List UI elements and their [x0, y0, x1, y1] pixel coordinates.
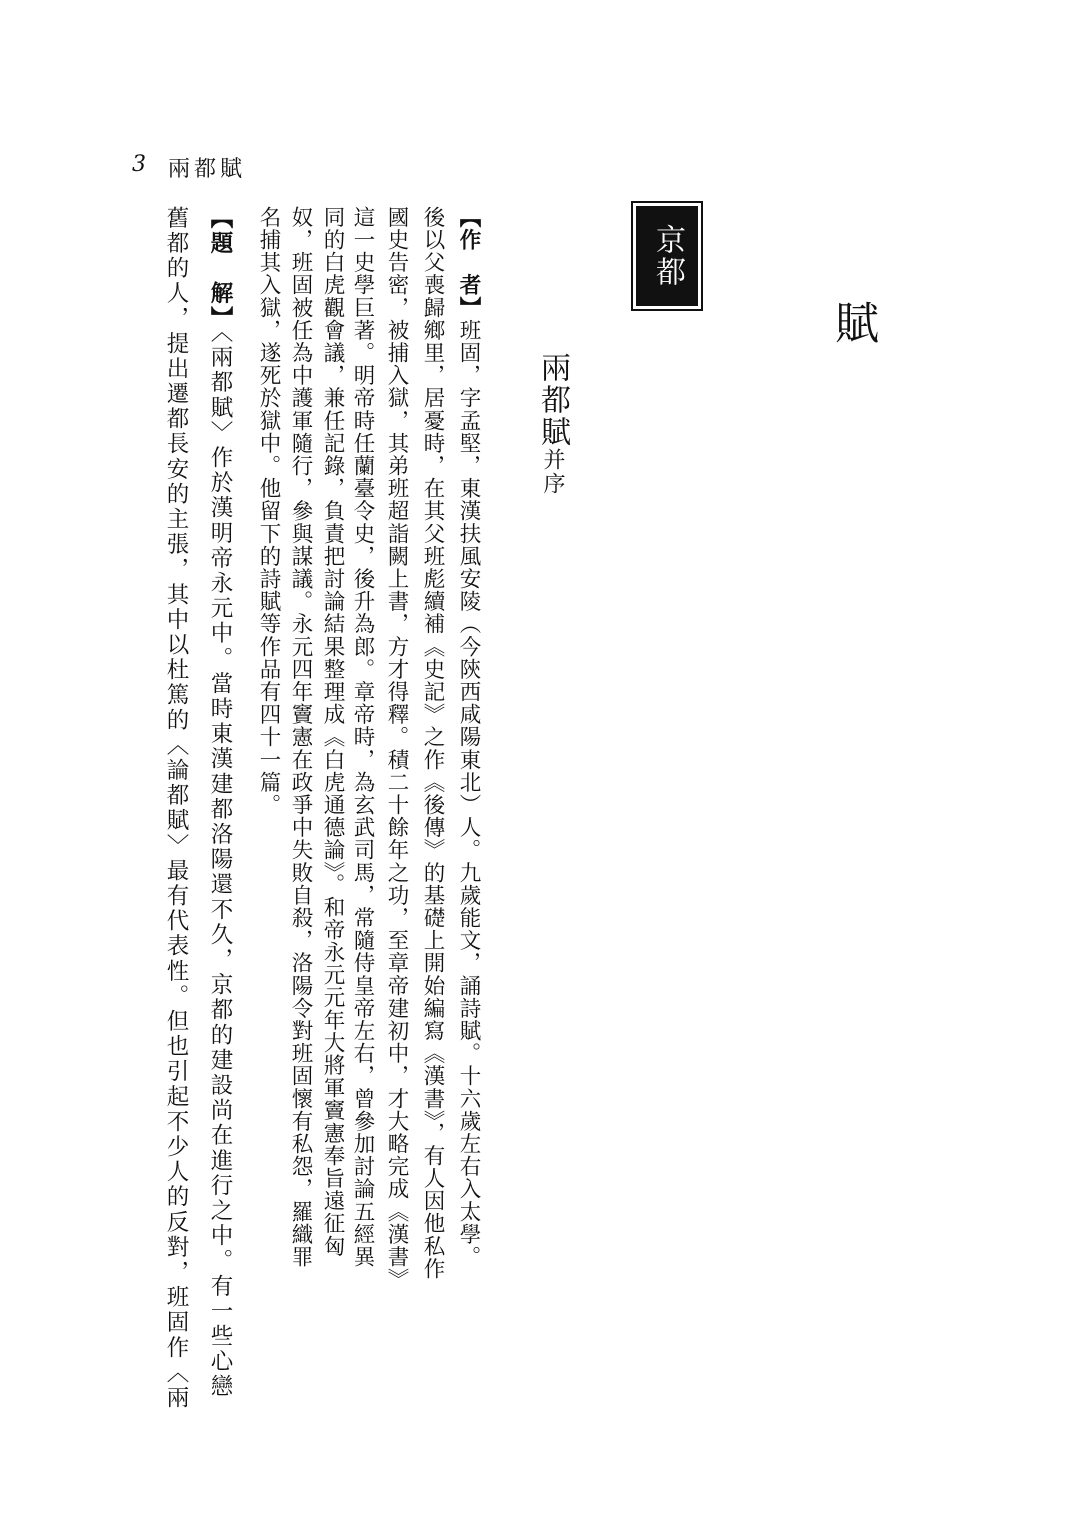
- title-note-line: 〈兩都賦〉作於漢明帝永元中。當時東漢建都洛陽還不久，京都的建設尚在進行之中。有一些心戀: [207, 331, 233, 1400]
- title-note-column-2: 舊都的人，提出遷都長安的主張，其中以杜篤的〈論都賦〉最有代表性。但也引起不少人的反對，班固作〈兩: [163, 206, 189, 1411]
- author-note-column-4: 這一史學巨著。明帝時任蘭臺令史，後升為郎。章帝時，為玄武司馬，常隨侍皇帝左右，曾參加討論五經異: [350, 206, 375, 1269]
- author-note-column-5: 同的白虎觀會議，兼任記錄，負責把討論結果整理成《白虎通德論》。和帝永元元年大將軍竇憲奉旨遠征匈: [320, 206, 345, 1258]
- author-note-line: 班固，字孟堅，東漢扶風安陵（今陝西咸陽東北）人。九歲能文，誦詩賦。十六歲左右入太學。: [456, 319, 481, 1269]
- author-note-column-2: 後以父喪歸鄉里，居憂時，在其父班彪續補《史記》之作《後傳》的基礎上開始編寫《漢書》，有人因他私作: [420, 206, 445, 1281]
- author-note-column-3: 國史告密，被捕入獄，其弟班超詣闕上書，方才得釋。積二十餘年之功，至章帝建初中，才大略完成《漢書》: [384, 206, 409, 1291]
- article-title-text: 兩都賦: [535, 352, 570, 448]
- section-label: 京都: [650, 224, 685, 288]
- title-note-column-1: [206, 206, 234, 1400]
- article-title: [530, 352, 574, 496]
- page-number: 3: [132, 152, 146, 177]
- section-label-box: [636, 206, 698, 306]
- running-title: 兩都賦: [168, 157, 247, 182]
- author-note-label: 【作 者】: [456, 206, 481, 319]
- section-title: 賦: [827, 300, 878, 344]
- author-note-column-7: 名捕其入獄，遂死於獄中。他留下的詩賦等作品有四十一篇。: [256, 206, 281, 817]
- author-note-column-1: [454, 206, 482, 1268]
- author-note-column-6: 奴，班固被任為中護軍隨行，參與謀議。永元四年竇憲在政爭中失敗自殺，洛陽令對班固懷有私怨，羅織罪: [288, 206, 313, 1269]
- title-note-label: 【題 解】: [207, 206, 233, 332]
- article-subtitle: 并序: [540, 448, 565, 496]
